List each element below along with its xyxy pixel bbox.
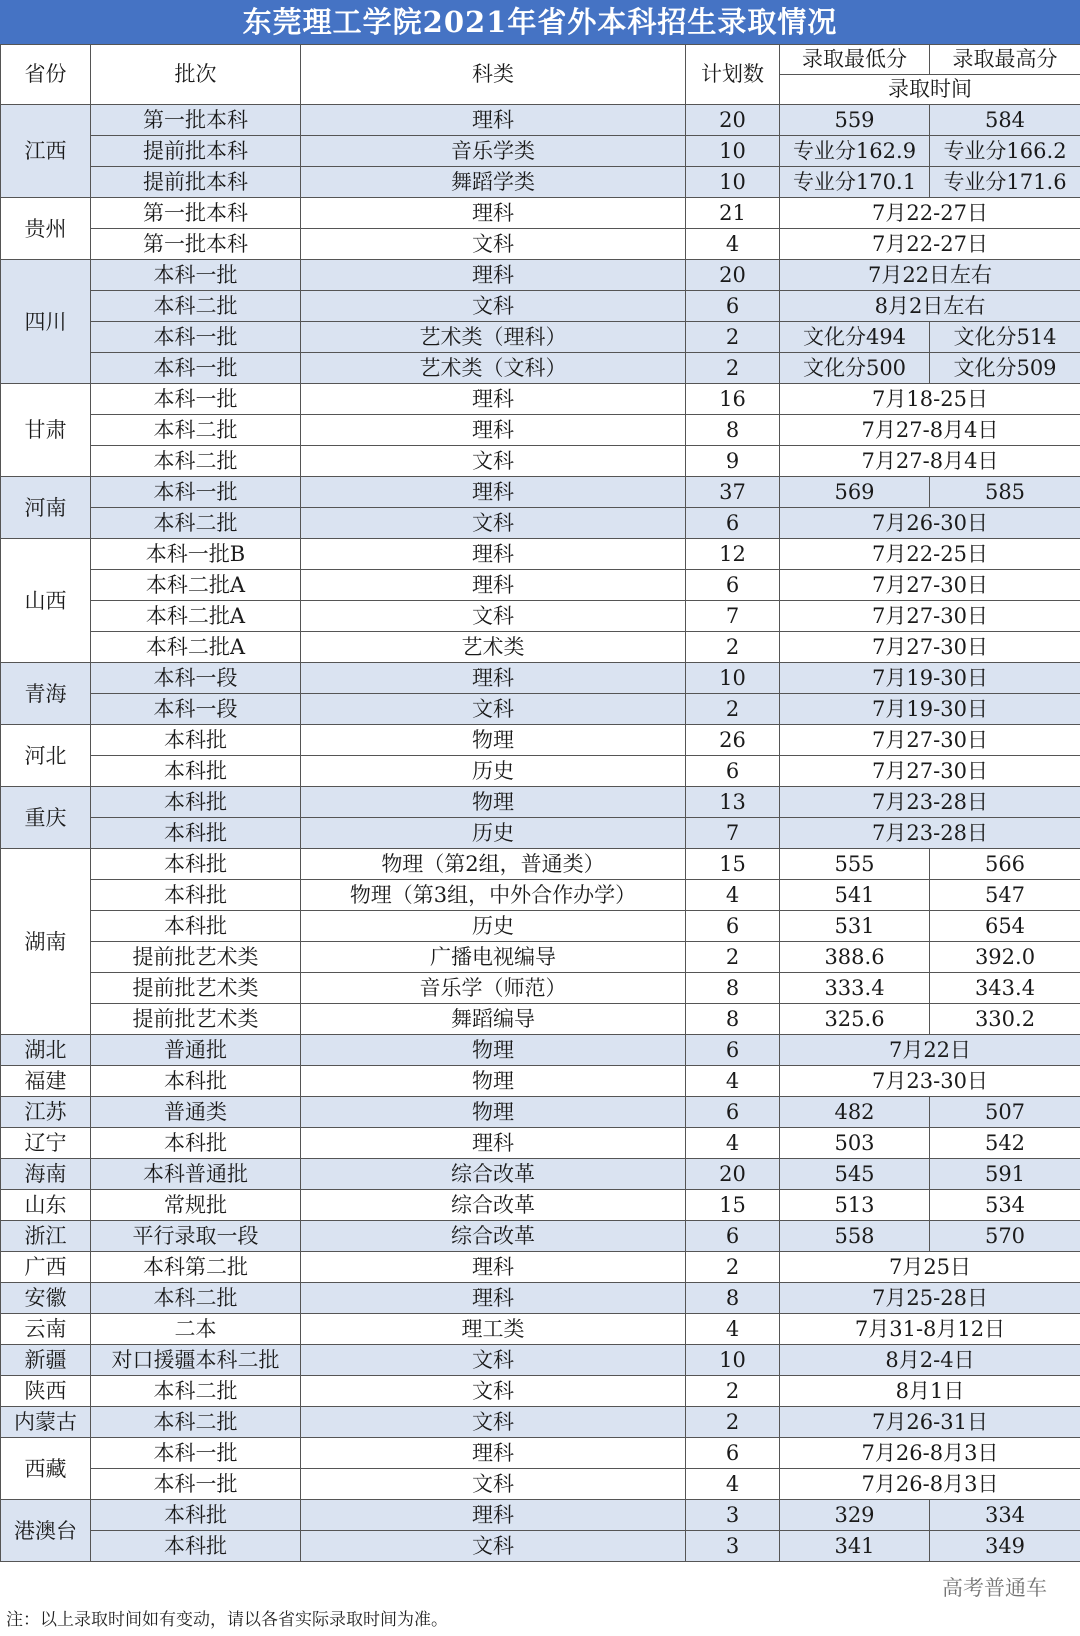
plan-cell: 10	[686, 167, 780, 198]
batch-cell: 普通类	[91, 1097, 301, 1128]
batch-cell: 提前批艺术类	[91, 973, 301, 1004]
batch-cell: 对口援疆本科二批	[91, 1345, 301, 1376]
max-score-cell: 547	[930, 880, 1080, 911]
table-row	[1, 415, 1080, 446]
max-score-cell: 392.0	[930, 942, 1080, 973]
min-score-cell: 555	[780, 849, 930, 880]
min-score-cell: 482	[780, 1097, 930, 1128]
plan-cell: 2	[686, 1376, 780, 1407]
plan-cell: 20	[686, 105, 780, 136]
batch-cell: 本科二批	[91, 291, 301, 322]
category-cell: 物理	[301, 1066, 686, 1097]
max-score-cell: 专业分166.2	[930, 136, 1080, 167]
max-score-cell: 专业分171.6	[930, 167, 1080, 198]
admission-time-cell: 8月1日	[780, 1376, 1080, 1407]
table-row	[1, 849, 1080, 880]
plan-cell: 4	[686, 1066, 780, 1097]
plan-cell: 26	[686, 725, 780, 756]
category-cell: 理科	[301, 415, 686, 446]
category-cell: 文科	[301, 291, 686, 322]
category-cell: 物理（第3组，中外合作办学）	[301, 880, 686, 911]
table-row	[1, 942, 1080, 973]
plan-cell: 4	[686, 1469, 780, 1500]
batch-cell: 本科一段	[91, 663, 301, 694]
province-cell: 青海	[1, 663, 91, 725]
admission-time-cell: 7月23-30日	[780, 1066, 1080, 1097]
table-row	[1, 446, 1080, 477]
plan-cell: 6	[686, 508, 780, 539]
table-row	[1, 1345, 1080, 1376]
footnote: 注：以上录取时间如有变动，请以各省实际录取时间为准。	[6, 1610, 448, 1630]
category-cell: 理科	[301, 1500, 686, 1531]
province-cell: 陕西	[1, 1376, 91, 1407]
admission-time-cell: 7月26-8月3日	[780, 1438, 1080, 1469]
table-row	[1, 632, 1080, 663]
province-cell: 安徽	[1, 1283, 91, 1314]
category-cell: 音乐学类	[301, 136, 686, 167]
province-cell: 山东	[1, 1190, 91, 1221]
table-row	[1, 1035, 1080, 1066]
table-row	[1, 1221, 1080, 1252]
header-province: 省份	[1, 45, 91, 105]
admission-time-cell: 7月22日	[780, 1035, 1080, 1066]
plan-cell: 16	[686, 384, 780, 415]
table-row	[1, 229, 1080, 260]
plan-cell: 20	[686, 260, 780, 291]
category-cell: 文科	[301, 1345, 686, 1376]
province-cell: 港澳台	[1, 1500, 91, 1562]
batch-cell: 本科一批	[91, 353, 301, 384]
min-score-cell: 专业分162.9	[780, 136, 930, 167]
header-min-score: 录取最低分	[780, 45, 930, 75]
batch-cell: 第一批本科	[91, 105, 301, 136]
min-score-cell: 545	[780, 1159, 930, 1190]
max-score-cell: 584	[930, 105, 1080, 136]
table-row	[1, 1314, 1080, 1345]
max-score-cell: 文化分514	[930, 322, 1080, 353]
admission-time-cell: 7月27-30日	[780, 601, 1080, 632]
batch-cell: 本科批	[91, 849, 301, 880]
plan-cell: 2	[686, 353, 780, 384]
table-row	[1, 353, 1080, 384]
plan-cell: 7	[686, 818, 780, 849]
batch-cell: 提前批艺术类	[91, 1004, 301, 1035]
max-score-cell: 343.4	[930, 973, 1080, 1004]
plan-cell: 4	[686, 880, 780, 911]
province-cell: 河北	[1, 725, 91, 787]
admission-time-cell: 7月27-8月4日	[780, 415, 1080, 446]
min-score-cell: 325.6	[780, 1004, 930, 1035]
table-row	[1, 570, 1080, 601]
table-row	[1, 291, 1080, 322]
plan-cell: 4	[686, 229, 780, 260]
plan-cell: 6	[686, 1221, 780, 1252]
table-row	[1, 384, 1080, 415]
category-cell: 物理	[301, 1035, 686, 1066]
batch-cell: 本科批	[91, 818, 301, 849]
category-cell: 物理	[301, 725, 686, 756]
table-row	[1, 198, 1080, 229]
table-row	[1, 136, 1080, 167]
province-cell: 西藏	[1, 1438, 91, 1500]
batch-cell: 本科二批	[91, 1376, 301, 1407]
category-cell: 综合改革	[301, 1190, 686, 1221]
table-row	[1, 477, 1080, 508]
plan-cell: 2	[686, 1407, 780, 1438]
header-category: 科类	[301, 45, 686, 105]
table-row	[1, 1159, 1080, 1190]
category-cell: 文科	[301, 601, 686, 632]
table-row	[1, 818, 1080, 849]
table-body	[1, 105, 1080, 1562]
province-cell: 江苏	[1, 1097, 91, 1128]
batch-cell: 本科批	[91, 787, 301, 818]
province-cell: 广西	[1, 1252, 91, 1283]
max-score-cell: 585	[930, 477, 1080, 508]
table-title: 东莞理工学院2021年省外本科招生录取情况	[0, 0, 1080, 44]
batch-cell: 本科二批	[91, 446, 301, 477]
admission-time-cell: 7月31-8月12日	[780, 1314, 1080, 1345]
header-batch: 批次	[91, 45, 301, 105]
min-score-cell: 531	[780, 911, 930, 942]
admission-time-cell: 7月22-25日	[780, 539, 1080, 570]
table-row	[1, 105, 1080, 136]
table-row	[1, 322, 1080, 353]
batch-cell: 本科批	[91, 1066, 301, 1097]
watermark: 高考普通车	[942, 1576, 1047, 1600]
min-score-cell: 文化分500	[780, 353, 930, 384]
batch-cell: 本科批	[91, 1531, 301, 1562]
min-score-cell: 503	[780, 1128, 930, 1159]
category-cell: 音乐学（师范）	[301, 973, 686, 1004]
table-row	[1, 1407, 1080, 1438]
plan-cell: 2	[686, 1252, 780, 1283]
batch-cell: 普通批	[91, 1035, 301, 1066]
plan-cell: 10	[686, 663, 780, 694]
plan-cell: 2	[686, 694, 780, 725]
batch-cell: 本科一批	[91, 260, 301, 291]
category-cell: 舞蹈编导	[301, 1004, 686, 1035]
category-cell: 理科	[301, 260, 686, 291]
category-cell: 文科	[301, 1407, 686, 1438]
admission-time-cell: 7月27-8月4日	[780, 446, 1080, 477]
min-score-cell: 559	[780, 105, 930, 136]
batch-cell: 提前批本科	[91, 136, 301, 167]
max-score-cell: 文化分509	[930, 353, 1080, 384]
admission-time-cell: 7月23-28日	[780, 787, 1080, 818]
plan-cell: 4	[686, 1314, 780, 1345]
batch-cell: 本科一段	[91, 694, 301, 725]
plan-cell: 6	[686, 1438, 780, 1469]
province-cell: 山西	[1, 539, 91, 663]
header-admission-time: 录取时间	[780, 75, 1080, 105]
plan-cell: 4	[686, 1128, 780, 1159]
category-cell: 理科	[301, 1438, 686, 1469]
batch-cell: 本科二批	[91, 508, 301, 539]
plan-cell: 9	[686, 446, 780, 477]
plan-cell: 2	[686, 322, 780, 353]
batch-cell: 本科二批A	[91, 632, 301, 663]
table-row	[1, 911, 1080, 942]
min-score-cell: 569	[780, 477, 930, 508]
table-row	[1, 1376, 1080, 1407]
admission-table	[0, 44, 1080, 1562]
category-cell: 理科	[301, 477, 686, 508]
admission-time-cell: 7月26-8月3日	[780, 1469, 1080, 1500]
table-row	[1, 1438, 1080, 1469]
max-score-cell: 566	[930, 849, 1080, 880]
province-cell: 贵州	[1, 198, 91, 260]
plan-cell: 8	[686, 1283, 780, 1314]
max-score-cell: 534	[930, 1190, 1080, 1221]
plan-cell: 6	[686, 1035, 780, 1066]
category-cell: 物理（第2组，普通类）	[301, 849, 686, 880]
table-row	[1, 663, 1080, 694]
min-score-cell: 专业分170.1	[780, 167, 930, 198]
province-cell: 云南	[1, 1314, 91, 1345]
plan-cell: 2	[686, 942, 780, 973]
plan-cell: 6	[686, 291, 780, 322]
table-row	[1, 1097, 1080, 1128]
category-cell: 综合改革	[301, 1159, 686, 1190]
batch-cell: 二本	[91, 1314, 301, 1345]
batch-cell: 本科批	[91, 911, 301, 942]
batch-cell: 本科一批	[91, 1438, 301, 1469]
province-cell: 浙江	[1, 1221, 91, 1252]
batch-cell: 本科一批	[91, 477, 301, 508]
plan-cell: 12	[686, 539, 780, 570]
admission-time-cell: 7月27-30日	[780, 725, 1080, 756]
plan-cell: 15	[686, 1190, 780, 1221]
category-cell: 艺术类（文科）	[301, 353, 686, 384]
category-cell: 理科	[301, 1252, 686, 1283]
plan-cell: 20	[686, 1159, 780, 1190]
category-cell: 理科	[301, 105, 686, 136]
batch-cell: 本科批	[91, 1500, 301, 1531]
category-cell: 理科	[301, 384, 686, 415]
category-cell: 理工类	[301, 1314, 686, 1345]
table-row	[1, 601, 1080, 632]
province-cell: 重庆	[1, 787, 91, 849]
admission-time-cell: 7月19-30日	[780, 663, 1080, 694]
province-cell: 湖南	[1, 849, 91, 1035]
batch-cell: 提前批艺术类	[91, 942, 301, 973]
province-cell: 江西	[1, 105, 91, 198]
plan-cell: 3	[686, 1531, 780, 1562]
admission-time-cell: 7月25-28日	[780, 1283, 1080, 1314]
max-score-cell: 349	[930, 1531, 1080, 1562]
category-cell: 文科	[301, 1376, 686, 1407]
batch-cell: 本科二批	[91, 1407, 301, 1438]
admission-time-cell: 7月27-30日	[780, 632, 1080, 663]
category-cell: 理科	[301, 1128, 686, 1159]
batch-cell: 本科批	[91, 1128, 301, 1159]
category-cell: 理科	[301, 1283, 686, 1314]
header-plan: 计划数	[686, 45, 780, 105]
header-max-score: 录取最高分	[930, 45, 1080, 75]
province-cell: 甘肃	[1, 384, 91, 477]
category-cell: 艺术类（理科）	[301, 322, 686, 353]
category-cell: 历史	[301, 818, 686, 849]
batch-cell: 本科第二批	[91, 1252, 301, 1283]
category-cell: 文科	[301, 508, 686, 539]
category-cell: 历史	[301, 911, 686, 942]
category-cell: 物理	[301, 1097, 686, 1128]
min-score-cell: 388.6	[780, 942, 930, 973]
table-row	[1, 880, 1080, 911]
table-row	[1, 1190, 1080, 1221]
max-score-cell: 591	[930, 1159, 1080, 1190]
min-score-cell: 329	[780, 1500, 930, 1531]
province-cell: 河南	[1, 477, 91, 539]
max-score-cell: 542	[930, 1128, 1080, 1159]
table-row	[1, 787, 1080, 818]
batch-cell: 第一批本科	[91, 229, 301, 260]
table-row	[1, 973, 1080, 1004]
batch-cell: 本科一批	[91, 1469, 301, 1500]
table-row	[1, 1004, 1080, 1035]
table-row	[1, 1128, 1080, 1159]
min-score-cell: 541	[780, 880, 930, 911]
province-cell: 内蒙古	[1, 1407, 91, 1438]
plan-cell: 8	[686, 1004, 780, 1035]
plan-cell: 2	[686, 632, 780, 663]
province-cell: 湖北	[1, 1035, 91, 1066]
plan-cell: 7	[686, 601, 780, 632]
plan-cell: 6	[686, 756, 780, 787]
plan-cell: 6	[686, 1097, 780, 1128]
province-cell: 四川	[1, 260, 91, 384]
admission-time-cell: 7月18-25日	[780, 384, 1080, 415]
batch-cell: 本科批	[91, 756, 301, 787]
admission-time-cell: 8月2-4日	[780, 1345, 1080, 1376]
plan-cell: 21	[686, 198, 780, 229]
category-cell: 综合改革	[301, 1221, 686, 1252]
table-row	[1, 1252, 1080, 1283]
admission-time-cell: 7月19-30日	[780, 694, 1080, 725]
min-score-cell: 文化分494	[780, 322, 930, 353]
batch-cell: 本科批	[91, 725, 301, 756]
batch-cell: 平行录取一段	[91, 1221, 301, 1252]
category-cell: 舞蹈学类	[301, 167, 686, 198]
category-cell: 理科	[301, 570, 686, 601]
plan-cell: 3	[686, 1500, 780, 1531]
admission-time-cell: 7月22-27日	[780, 198, 1080, 229]
batch-cell: 本科批	[91, 880, 301, 911]
table-row	[1, 1469, 1080, 1500]
admission-time-cell: 7月22-27日	[780, 229, 1080, 260]
max-score-cell: 654	[930, 911, 1080, 942]
table-row	[1, 725, 1080, 756]
plan-cell: 8	[686, 415, 780, 446]
category-cell: 理科	[301, 663, 686, 694]
batch-cell: 本科二批A	[91, 601, 301, 632]
min-score-cell: 341	[780, 1531, 930, 1562]
min-score-cell: 513	[780, 1190, 930, 1221]
province-cell: 辽宁	[1, 1128, 91, 1159]
category-cell: 理科	[301, 198, 686, 229]
batch-cell: 本科普通批	[91, 1159, 301, 1190]
max-score-cell: 507	[930, 1097, 1080, 1128]
max-score-cell: 570	[930, 1221, 1080, 1252]
table-row	[1, 1283, 1080, 1314]
plan-cell: 6	[686, 570, 780, 601]
batch-cell: 第一批本科	[91, 198, 301, 229]
table-row	[1, 508, 1080, 539]
plan-cell: 8	[686, 973, 780, 1004]
table-row	[1, 167, 1080, 198]
admission-time-cell: 7月26-30日	[780, 508, 1080, 539]
table-row	[1, 1531, 1080, 1562]
max-score-cell: 330.2	[930, 1004, 1080, 1035]
province-cell: 海南	[1, 1159, 91, 1190]
category-cell: 文科	[301, 1469, 686, 1500]
province-cell: 福建	[1, 1066, 91, 1097]
category-cell: 文科	[301, 1531, 686, 1562]
plan-cell: 10	[686, 136, 780, 167]
admission-time-cell: 7月25日	[780, 1252, 1080, 1283]
admission-time-cell: 7月22日左右	[780, 260, 1080, 291]
category-cell: 物理	[301, 787, 686, 818]
plan-cell: 15	[686, 849, 780, 880]
plan-cell: 37	[686, 477, 780, 508]
min-score-cell: 333.4	[780, 973, 930, 1004]
category-cell: 文科	[301, 229, 686, 260]
table-row	[1, 260, 1080, 291]
min-score-cell: 558	[780, 1221, 930, 1252]
table-row	[1, 1500, 1080, 1531]
category-cell: 文科	[301, 694, 686, 725]
table-row	[1, 539, 1080, 570]
max-score-cell: 334	[930, 1500, 1080, 1531]
province-cell: 新疆	[1, 1345, 91, 1376]
admission-time-cell: 7月23-28日	[780, 818, 1080, 849]
batch-cell: 本科二批	[91, 1283, 301, 1314]
batch-cell: 常规批	[91, 1190, 301, 1221]
batch-cell: 本科一批B	[91, 539, 301, 570]
plan-cell: 10	[686, 1345, 780, 1376]
batch-cell: 本科二批A	[91, 570, 301, 601]
admission-time-cell: 7月26-31日	[780, 1407, 1080, 1438]
admission-time-cell: 8月2日左右	[780, 291, 1080, 322]
admission-time-cell: 7月27-30日	[780, 570, 1080, 601]
category-cell: 广播电视编导	[301, 942, 686, 973]
category-cell: 艺术类	[301, 632, 686, 663]
category-cell: 文科	[301, 446, 686, 477]
batch-cell: 本科一批	[91, 384, 301, 415]
category-cell: 理科	[301, 539, 686, 570]
plan-cell: 13	[686, 787, 780, 818]
category-cell: 历史	[301, 756, 686, 787]
table-row	[1, 756, 1080, 787]
batch-cell: 本科一批	[91, 322, 301, 353]
batch-cell: 提前批本科	[91, 167, 301, 198]
admission-time-cell: 7月27-30日	[780, 756, 1080, 787]
table-row	[1, 694, 1080, 725]
table-row	[1, 1066, 1080, 1097]
batch-cell: 本科二批	[91, 415, 301, 446]
plan-cell: 6	[686, 911, 780, 942]
